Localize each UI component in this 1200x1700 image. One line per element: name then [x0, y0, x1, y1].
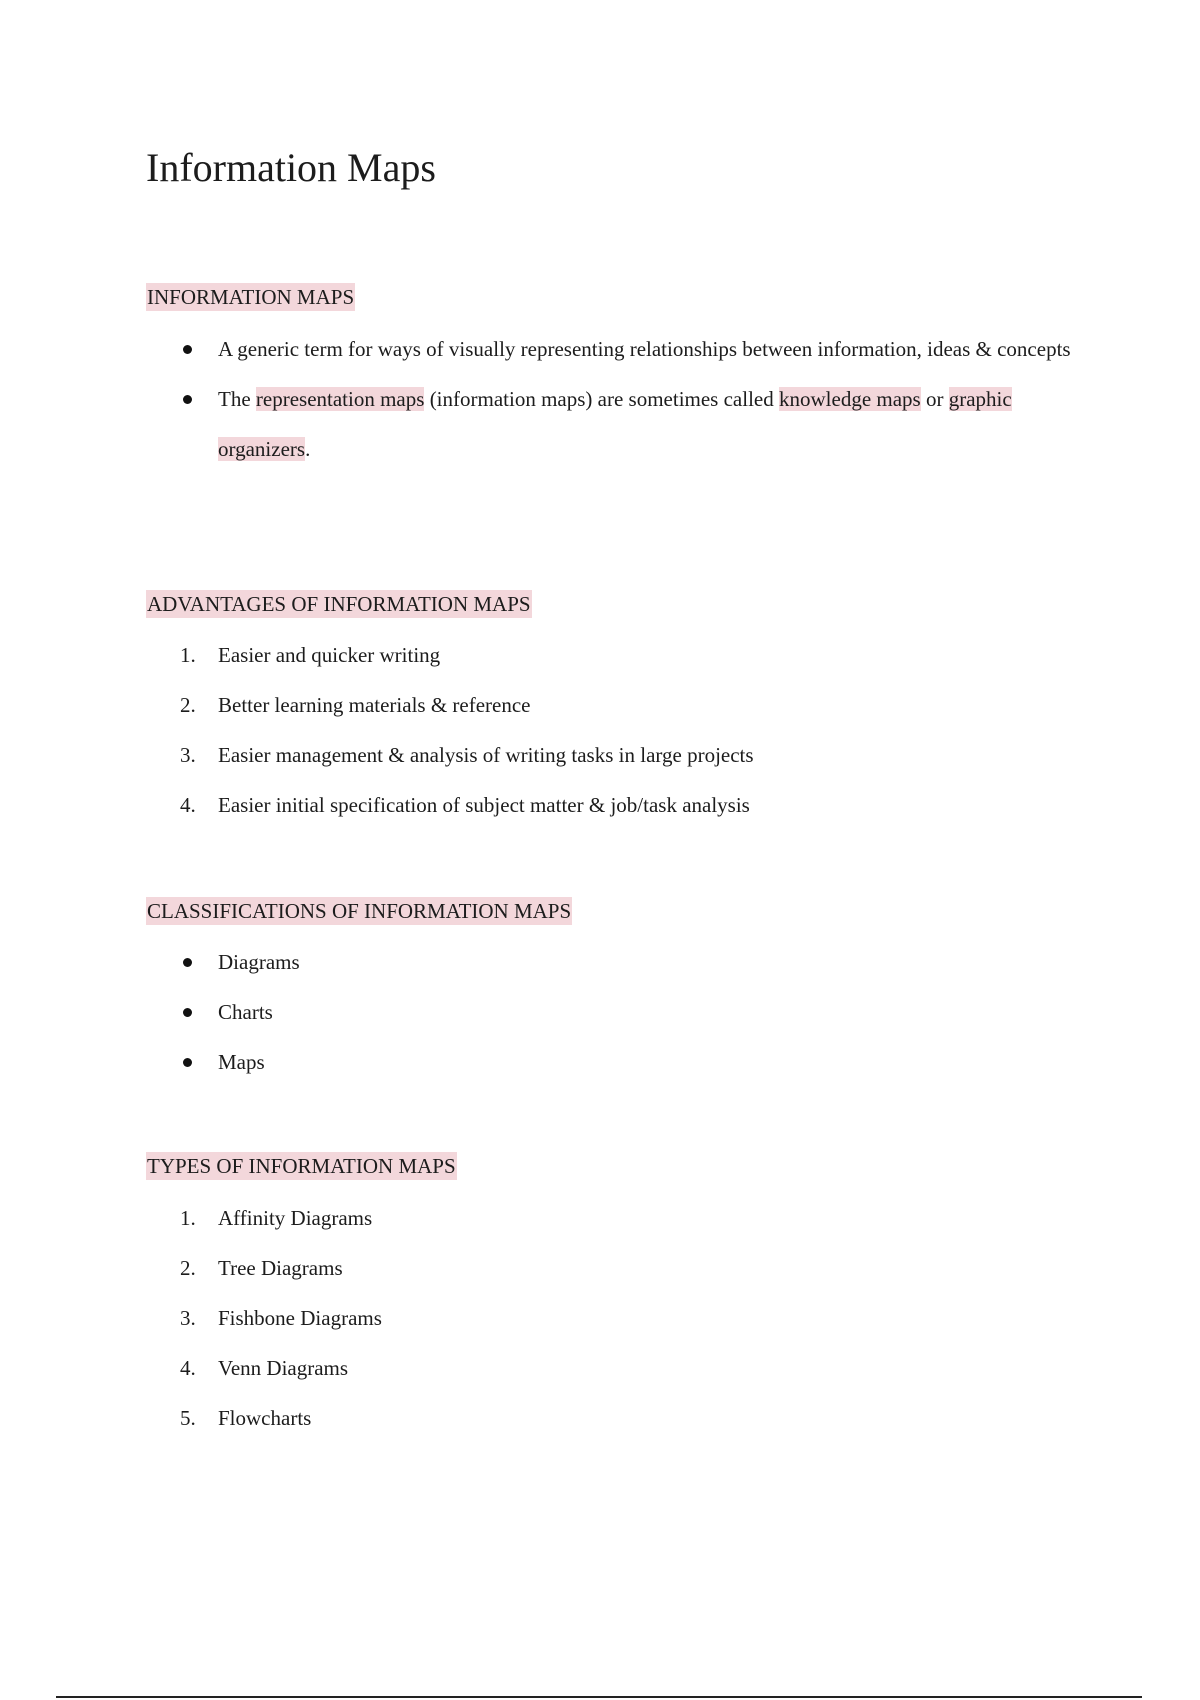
- list-item: [146, 780, 754, 830]
- list-item-text: Diagrams: [218, 950, 300, 974]
- list-item: [146, 1243, 382, 1293]
- list-item-text: Flowcharts: [218, 1406, 312, 1430]
- list-item: [146, 324, 1078, 374]
- list-item: [146, 680, 754, 730]
- list-item: [146, 987, 300, 1037]
- page-bottom-rule: [56, 1696, 1142, 1698]
- heading-text: CLASSIFICATIONS OF INFORMATION MAPS: [147, 899, 572, 923]
- list-item-text: Easier management & analysis of writing tasks in large projects: [218, 743, 754, 767]
- list-item: [146, 730, 754, 780]
- list-item-text: Easier initial specification of subject matter & job/task analysis: [218, 793, 750, 817]
- list-item-text: A generic term for ways of visually representing relationships between information, ideas & concepts: [218, 337, 1071, 361]
- document-title: Information Maps: [146, 145, 436, 190]
- list-item: [146, 1393, 382, 1443]
- list-number: 3.: [180, 743, 196, 767]
- bullet-icon: [183, 958, 192, 967]
- text-segment: The: [218, 387, 256, 411]
- types-list: [146, 1193, 382, 1443]
- bullet-icon: [183, 1058, 192, 1067]
- list-number: 5.: [180, 1406, 196, 1430]
- classifications-list: [146, 937, 300, 1087]
- list-item: [146, 1293, 382, 1343]
- list-number: 2.: [180, 1256, 196, 1280]
- list-item-text: Tree Diagrams: [218, 1256, 343, 1280]
- section-heading-information-maps: [146, 283, 355, 311]
- list-item-text: Venn Diagrams: [218, 1356, 349, 1380]
- list-number: 4.: [180, 1356, 196, 1380]
- list-item-text: Easier and quicker writing: [218, 643, 441, 667]
- list-item-text: Charts: [218, 1000, 273, 1024]
- bullet-icon: [183, 395, 192, 404]
- list-number: 2.: [180, 693, 196, 717]
- list-item-text: Better learning materials & reference: [218, 693, 531, 717]
- highlight-representation-maps: representation maps: [255, 387, 425, 411]
- list-item: [146, 1343, 382, 1393]
- section-heading-classifications: [146, 897, 572, 925]
- list-number: 3.: [180, 1306, 196, 1330]
- list-item-text: Maps: [218, 1050, 265, 1074]
- list-item: [146, 937, 300, 987]
- list-item-text: Affinity Diagrams: [218, 1206, 373, 1230]
- text-segment: .: [305, 437, 311, 461]
- list-item: [146, 1037, 300, 1087]
- list-number: 4.: [180, 793, 196, 817]
- heading-text: ADVANTAGES OF INFORMATION MAPS: [147, 592, 531, 616]
- list-item: [146, 630, 754, 680]
- list-item: [146, 1193, 382, 1243]
- list-item-text: Fishbone Diagrams: [218, 1306, 382, 1330]
- section-heading-types: [146, 1152, 457, 1180]
- advantages-list: [146, 630, 754, 830]
- list-number: 1.: [180, 1206, 196, 1230]
- bullet-icon: [183, 345, 192, 354]
- list-item: [146, 374, 1078, 474]
- section-heading-advantages: [146, 590, 532, 618]
- heading-text: INFORMATION MAPS: [147, 285, 355, 309]
- heading-text: TYPES OF INFORMATION MAPS: [147, 1154, 456, 1178]
- information-maps-list: [146, 324, 1078, 474]
- list-number: 1.: [180, 643, 196, 667]
- text-segment: or: [920, 387, 949, 411]
- highlight-knowledge-maps: knowledge maps: [779, 387, 921, 411]
- text-segment: (information maps) are sometimes called: [424, 387, 779, 411]
- bullet-icon: [183, 1008, 192, 1017]
- highlight-graphic-organizers: graphic organizers: [218, 387, 1012, 461]
